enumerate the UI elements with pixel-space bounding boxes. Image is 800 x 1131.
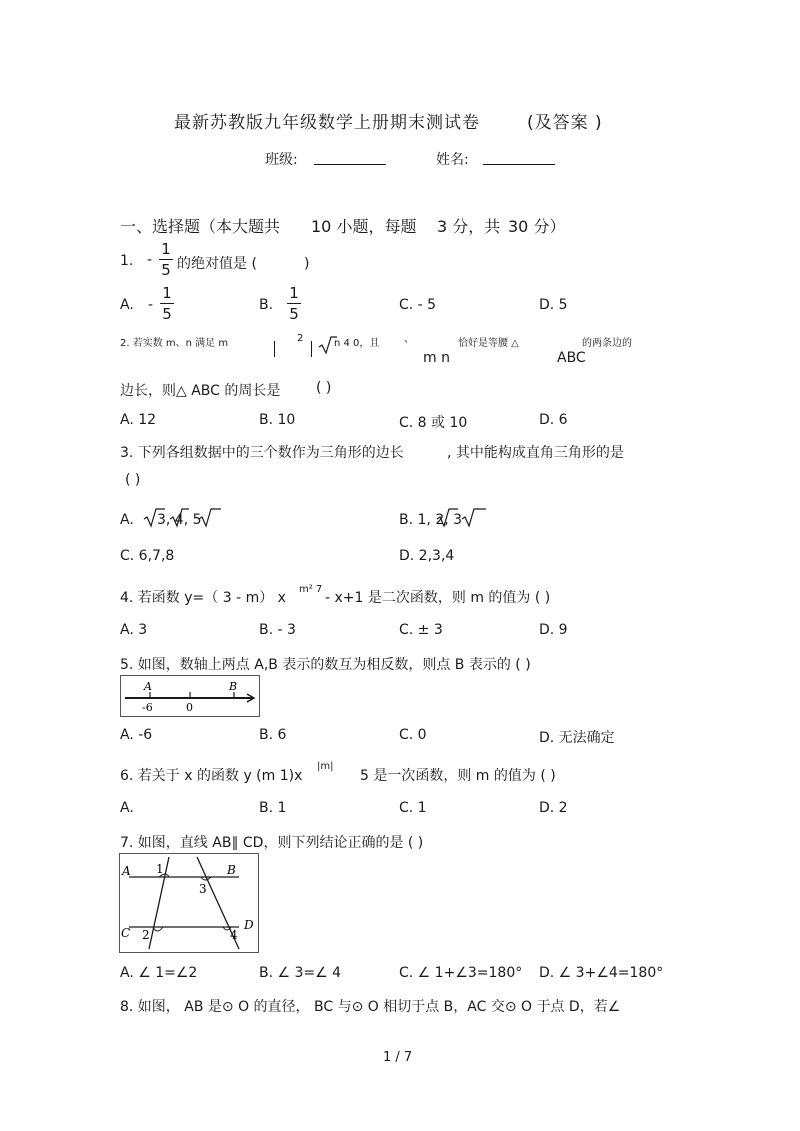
q5-fig-label-b: B <box>229 680 238 693</box>
page-title-suffix: (及答案 ) <box>527 113 603 133</box>
q7-option-d: D. ∠ 3+∠4=180° <box>539 965 664 981</box>
q1-fraction-denominator: 5 <box>161 261 171 279</box>
q6-option-b: B. 1 <box>259 800 287 816</box>
page-number: 1 / 7 <box>383 1050 413 1065</box>
q2-option-d: D. 6 <box>539 412 568 428</box>
q1-option-c: C. - 5 <box>399 297 437 313</box>
q5-fig-label-zero: 0 <box>186 701 193 714</box>
q2-line1-e: 恰好是等腰 △ <box>458 338 519 349</box>
q7-stem: 7. 如图，直线 AB∥ CD，则下列结论正确的是 ( ) <box>120 835 424 851</box>
q2-line1-a: 2. 若实数 m、n 满足 m <box>120 338 229 349</box>
q1-fraction-numerator: 1 <box>161 240 171 258</box>
q3-stem-a: 3. 下列各组数据中的三个数作为三角形的边长 <box>120 445 404 461</box>
q7-fig-label-c: C <box>121 926 131 940</box>
q7-fig-label-b: B <box>227 863 236 877</box>
q5-option-b: B. 6 <box>259 727 287 743</box>
page-title: 最新苏教版九年级数学上册期末测试卷 <box>174 113 480 133</box>
q2-line1-c: n 4 0，且 <box>334 338 380 349</box>
q7-fig-label-2: 2 <box>142 928 150 942</box>
q1-option-a-label: A. <box>120 297 134 313</box>
section-heading-part-d: 30 分） <box>508 217 566 236</box>
q7-option-b: B. ∠ 3=∠ 4 <box>259 965 342 981</box>
q4-option-b: B. - 3 <box>259 622 296 638</box>
q7-fig-label-3: 3 <box>199 882 207 896</box>
q3-stem-b: , 其中能构成直角三角形的是 <box>447 445 624 461</box>
q2-mn: m n <box>423 350 450 366</box>
section-heading-part-a: 一、选择题（本大题共 <box>120 217 281 236</box>
q4-option-c: C. ± 3 <box>399 622 443 638</box>
name-label: 姓名: <box>436 152 469 168</box>
q7-fig-label-1: 1 <box>156 862 164 876</box>
q2-abs-bar-left <box>274 341 275 357</box>
q1-fraction-bar <box>159 259 173 260</box>
q3-option-b: B. 1, 2, 3 <box>399 512 463 528</box>
q2-option-b: B. 10 <box>259 412 296 428</box>
q2-line1-d: 、 <box>404 334 414 345</box>
q1-option-b-denominator: 5 <box>289 305 299 323</box>
q1-option-b-bar <box>287 303 301 304</box>
q1-option-a-fraction <box>160 285 174 322</box>
q3-option-d: D. 2,3,4 <box>399 548 455 564</box>
q1-option-d: D. 5 <box>539 297 568 313</box>
q2-abc: ABC <box>557 350 586 366</box>
q4-stem-b: - x+1 是二次函数，则 m 的值为 ( ) <box>325 590 551 606</box>
q1-option-b-fraction <box>287 285 301 322</box>
q6-exponent: |m| <box>317 761 334 772</box>
q1-option-a-bar <box>160 303 174 304</box>
q4-stem-a: 4. 若函数 y=（ 3 - m） x <box>120 590 286 606</box>
q2-line2: 边长，则△ ABC 的周长是 <box>120 383 281 399</box>
q2-answer-paren: ( ) <box>316 380 332 396</box>
q5-fig-label-minus6: -6 <box>142 701 153 714</box>
q4-option-a: A. 3 <box>120 622 148 638</box>
q2-option-c: C. 8 或 10 <box>399 415 468 431</box>
q4-option-d: D. 9 <box>539 622 568 638</box>
q6-option-a: A. <box>120 800 134 816</box>
q2-abs-bar-right <box>311 341 312 357</box>
q1-close-paren: ) <box>304 256 310 272</box>
q5-number-line-figure <box>120 675 260 717</box>
q3-option-c: C. 6,7,8 <box>120 548 175 564</box>
q7-option-a: A. ∠ 1=∠2 <box>120 965 198 981</box>
q1-option-b-label: B. <box>259 297 274 313</box>
q5-option-c: C. 0 <box>399 727 427 743</box>
q4-exponent: m² 7 <box>299 584 323 595</box>
q5-stem: 5. 如图，数轴上两点 A,B 表示的数互为相反数，则点 B 表示的 ( ) <box>120 657 531 673</box>
q2-option-a: A. 12 <box>120 412 157 428</box>
q5-fig-label-a: A <box>144 680 152 693</box>
q7-fig-label-d: D <box>244 918 254 932</box>
q1-option-b-numerator: 1 <box>289 284 299 302</box>
q5-option-d: D. 无法确定 <box>539 730 615 746</box>
q6-option-c: C. 1 <box>399 800 427 816</box>
name-blank <box>483 164 555 165</box>
q1-option-a-minus: - <box>148 297 154 313</box>
q6-stem-b: 5 是一次函数，则 m 的值为 ( ) <box>360 768 556 784</box>
q7-option-c: C. ∠ 1+∠3=180° <box>399 965 523 981</box>
q1-stem: 的绝对值是 ( <box>177 256 257 272</box>
q1-fraction <box>159 241 173 278</box>
q3-option-b-sqrt-signs <box>436 505 496 529</box>
q1-minus: - <box>147 252 153 268</box>
section-heading-part-c: 3 分，共 <box>437 217 501 236</box>
class-label: 班级: <box>265 152 298 168</box>
q5-option-a: A. -6 <box>120 727 153 743</box>
q1-number: 1. <box>120 253 134 269</box>
q6-option-d: D. 2 <box>539 800 568 816</box>
q2-line1-f: 的两条边的 <box>582 338 632 349</box>
q2-line1-b: 2 <box>297 333 304 344</box>
q3-option-a-label: A. <box>120 512 134 528</box>
q7-fig-label-4: 4 <box>230 928 238 942</box>
class-blank <box>314 164 386 165</box>
section-heading-part-b: 10 小题，每题 <box>311 217 417 236</box>
q3-option-a-values: 3, 4, 5 <box>157 512 202 528</box>
q3-answer-paren: ( ) <box>125 472 141 488</box>
q6-stem-a: 6. 若关于 x 的函数 y (m 1)x <box>120 768 303 784</box>
q1-option-a-numerator: 1 <box>162 284 172 302</box>
q7-parallel-lines-figure <box>119 853 259 953</box>
q8-stem: 8. 如图， AB 是⊙ O 的直径， BC 与⊙ O 相切于点 B，AC 交⊙ O 于点 D，若∠ <box>120 999 621 1015</box>
q1-option-a-denominator: 5 <box>162 305 172 323</box>
q7-fig-label-a: A <box>122 864 131 878</box>
